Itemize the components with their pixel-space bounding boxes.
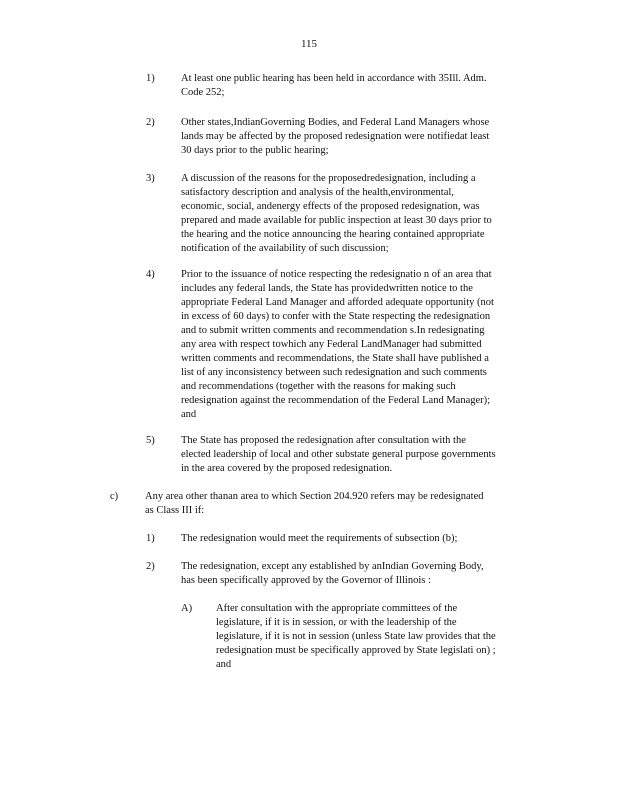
item-label: 1) [146,533,155,544]
text-line: After consultation with the appropriate committees of the [216,603,458,614]
text-line: in excess of 60 days) to confer with the State respecting the redesignation [181,311,491,322]
text-line: Any area other thanan area to which Section 204.920 refers may be redesignated [145,491,484,502]
item-text [216,602,561,672]
item-label: c) [110,491,119,502]
item-label: 2) [146,117,155,128]
text-line: lands may be affected by the proposed redesignation were notifiedat least [181,131,490,142]
text-line: and [216,659,232,670]
text-line: elected leadership of local and other substate general purpose governments [181,449,496,460]
text-line: economic, social, andenergy effects of the proposed redesignation, was [181,201,480,212]
page-number: 115 [300,38,318,50]
text-line: list of any inconsistency between such redesignation and such comments [181,367,487,378]
item-text [181,268,561,422]
text-line: in the area covered by the proposed redesignation. [181,463,393,474]
text-line: At least one public hearing has been held in accordance with 35Ill. Adm. [181,73,487,84]
text-line: appropriate Federal Land Manager and afforded adequate opportunity (not [181,297,494,308]
text-line: written comments and recommendations, the State shall have published a [181,353,489,364]
text-line: redesignation against the recommendation of the Federal Land Manager); [181,395,491,406]
text-line: The redesignation, except any established by anIndian Governing Body, [181,561,484,572]
item-text [181,116,561,158]
text-line: The redesignation would meet the requirements of subsection (b); [181,533,458,544]
text-line: legislature, if it is in session, or with the leadership of the [216,617,457,628]
text-line: and to submit written comments and recommendation s.In redesignating [181,325,485,336]
text-line: Prior to the issuance of notice respecting the redesignatio n of an area that [181,269,492,280]
text-line: as Class III if: [145,505,205,516]
item-text [181,532,561,546]
item-text [181,72,561,100]
text-line: has been specifically approved by the Governor of Illinois : [181,575,431,586]
text-line: the hearing and the notice announcing the hearing contained appropriate [181,229,485,240]
item-label: 1) [146,73,155,84]
text-line: includes any federal lands, the State has providedwritten notice to the [181,283,473,294]
text-line: and [181,409,197,420]
text-line: satisfactory description and analysis of the health,environmental, [181,187,454,198]
item-label: 3) [146,173,155,184]
text-line: 30 days prior to the public hearing; [181,145,329,156]
text-line: The State has proposed the redesignation after consultation with the [181,435,466,446]
text-line: Code 252; [181,87,225,98]
text-line: prepared and made available for public inspection at least 30 days prior to [181,215,492,226]
item-text [181,172,561,256]
item-text [181,560,561,588]
item-text [145,490,565,518]
text-line: Other states,IndianGoverning Bodies, and Federal Land Managers whose [181,117,490,128]
text-line: legislature, if it is not in session (unless State law provides that the [216,631,496,642]
text-line: redesignation must be specifically approved by State legislati on) ; [216,645,496,656]
text-line: any area with respect towhich any Federal LandManager had submitted [181,339,482,350]
text-line: A discussion of the reasons for the proposedredesignation, including a [181,173,476,184]
item-label: 2) [146,561,155,572]
item-label: A) [181,603,193,614]
item-text [181,434,561,476]
item-label: 4) [146,269,155,280]
item-label: 5) [146,435,155,446]
text-line: notification of the availability of such discussion; [181,243,389,254]
text-line: and recommendations (together with the reasons for making such [181,381,456,392]
